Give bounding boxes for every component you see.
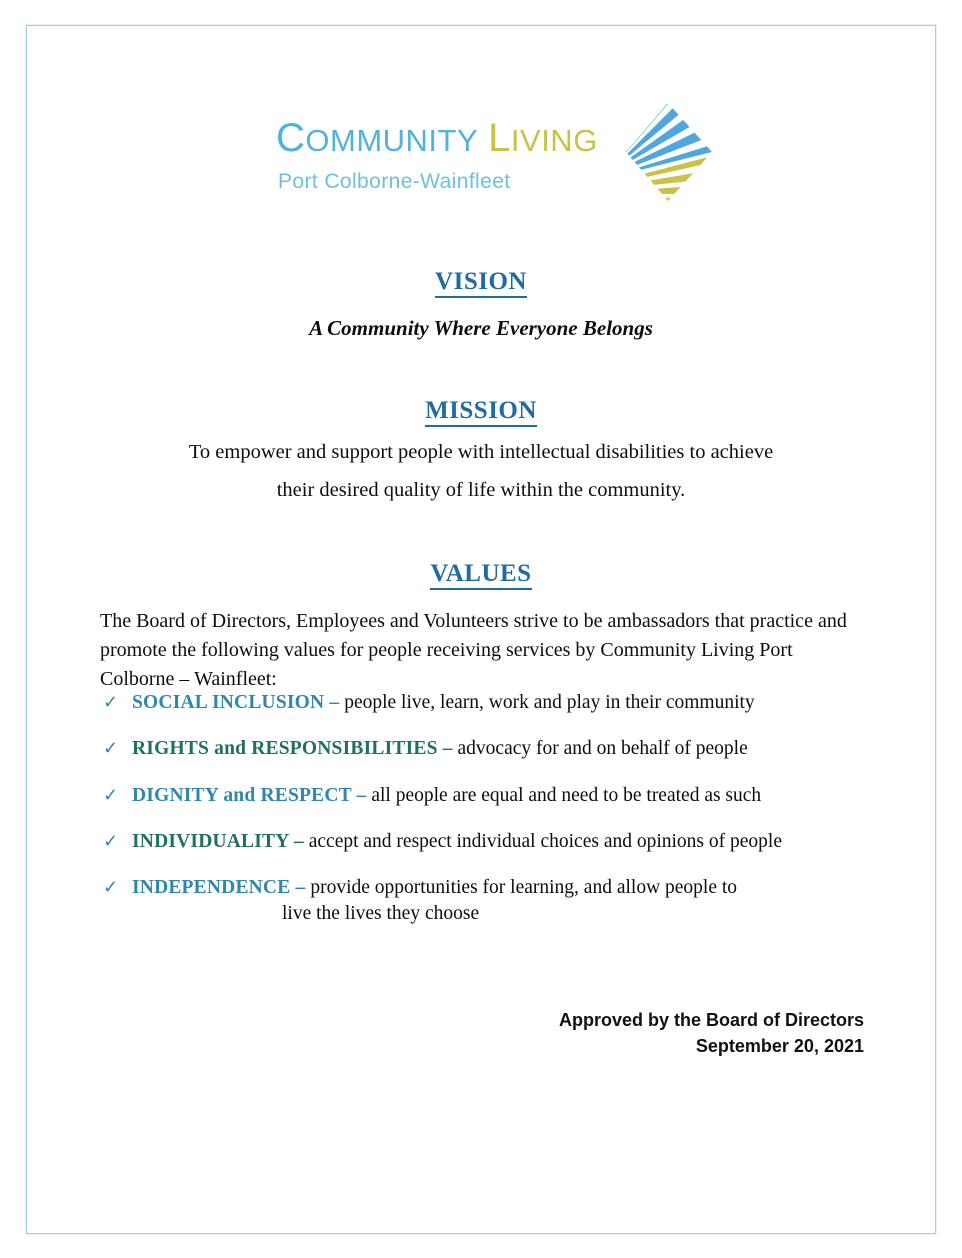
logo-wordmark: [276, 118, 598, 158]
vision-heading: [70, 268, 892, 296]
value-term: INDIVIDUALITY –: [132, 831, 304, 853]
radiating-diamond-logo-mark: [624, 101, 714, 203]
value-term: INDEPENDENCE –: [132, 877, 306, 899]
value-description: advocacy for and on behalf of people: [452, 738, 748, 760]
check-icon: ✓: [103, 831, 119, 852]
check-icon: ✓: [103, 738, 119, 759]
mission-line-2: their desired quality of life within the community.: [276, 479, 686, 501]
value-description: all people are equal and need to be treated as such: [366, 784, 762, 806]
vision-heading-text: VISION: [435, 268, 527, 298]
check-icon: ✓: [103, 692, 119, 712]
values-list: [70, 690, 892, 926]
list-item: [70, 783, 892, 808]
list-item: [70, 875, 892, 926]
mission-line-1: To empower and support people with intellectual disabilities to achieve: [188, 441, 774, 463]
value-term: RIGHTS and RESPONSIBILITIES –: [132, 738, 453, 760]
logo-subtitle: Port Colborne-Wainfleet: [278, 170, 511, 193]
value-description: accept and respect individual choices and opinions of people: [303, 831, 782, 853]
values-intro-paragraph: The Board of Directors, Employees and Volunteers strive to be ambassadors that practice and promote the following values for people receiving services by Community Living Port Colborne – Wainfleet:: [100, 610, 847, 690]
approval-date: September 20, 2021: [695, 1036, 864, 1057]
check-icon: ✓: [103, 784, 119, 805]
organization-logo: [276, 106, 696, 206]
value-description: people live, learn, work and play in their community: [339, 692, 755, 713]
values-heading: [70, 560, 892, 588]
approval-line: Approved by the Board of Directors: [558, 1010, 864, 1030]
values-heading-text: VALUES: [430, 560, 531, 590]
value-description: provide opportunities for learning, and allow people to: [305, 877, 738, 899]
check-icon: ✓: [103, 877, 119, 898]
approval-block: [70, 1007, 864, 1059]
logo-word-community: COMMUNITY: [276, 116, 479, 160]
logo-word-living: LIVING: [488, 116, 598, 160]
value-term: DIGNITY and RESPECT –: [132, 784, 367, 806]
list-item: [70, 690, 892, 715]
list-item: [70, 829, 892, 854]
mission-heading-text: MISSION: [425, 397, 537, 427]
vision-tagline: A Community Where Everyone Belongs: [309, 316, 653, 340]
list-item: [70, 736, 892, 761]
value-description-wrapped: live the lives they choose: [282, 902, 480, 924]
mission-heading: [70, 397, 892, 425]
value-term: SOCIAL INCLUSION –: [132, 692, 340, 713]
